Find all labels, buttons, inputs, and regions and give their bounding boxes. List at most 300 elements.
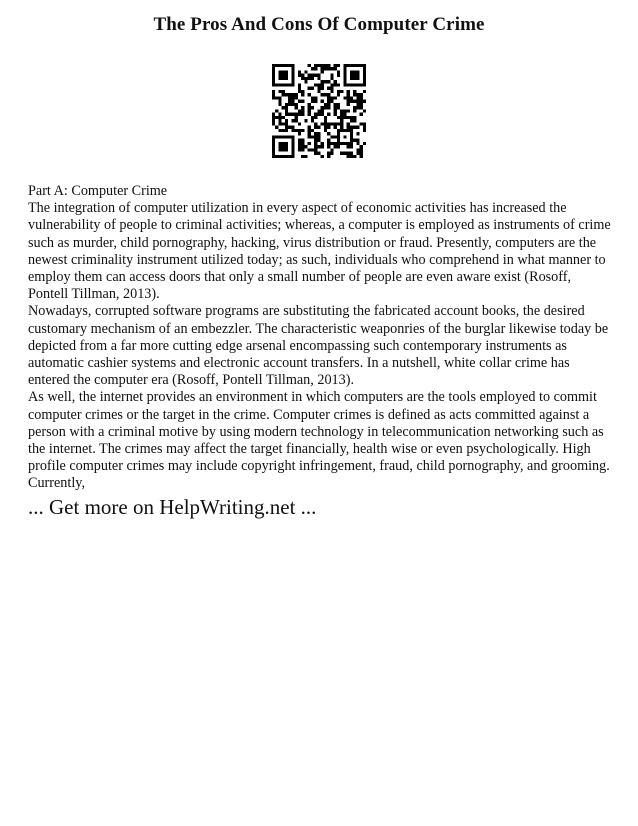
qr-module <box>327 145 330 148</box>
qr-module <box>288 103 291 106</box>
qr-module <box>350 145 353 148</box>
qr-module <box>314 145 317 148</box>
qr-module <box>363 122 366 125</box>
qr-module <box>288 93 291 96</box>
qr-module <box>327 93 330 96</box>
qr-module <box>282 93 285 96</box>
qr-module <box>363 126 366 129</box>
qr-module <box>275 116 278 119</box>
qr-module <box>278 116 281 119</box>
qr-module <box>360 64 363 67</box>
qr-module <box>282 135 285 138</box>
qr-module <box>314 83 317 86</box>
qr-module <box>298 109 301 112</box>
qr-module <box>272 113 275 116</box>
qr-module <box>353 116 356 119</box>
qr-module <box>317 132 320 135</box>
qr-module <box>311 135 314 138</box>
qr-module <box>285 83 288 86</box>
qr-module <box>356 93 359 96</box>
qr-module <box>311 129 314 132</box>
qr-module <box>340 116 343 119</box>
qr-module <box>311 74 314 77</box>
qr-module <box>327 67 330 70</box>
qr-module <box>278 90 281 93</box>
qr-module <box>324 67 327 70</box>
qr-module <box>334 67 337 70</box>
qr-module <box>301 74 304 77</box>
qr-module <box>343 129 346 132</box>
qr-module <box>350 129 353 132</box>
qr-module <box>321 67 324 70</box>
qr-module <box>356 100 359 103</box>
qr-module <box>304 77 307 80</box>
qr-module <box>350 126 353 129</box>
qr-module <box>353 83 356 86</box>
qr-module <box>321 83 324 86</box>
qr-module <box>301 77 304 80</box>
qr-module <box>324 129 327 132</box>
qr-module <box>272 152 275 155</box>
qr-module <box>350 135 353 138</box>
qr-module <box>282 129 285 132</box>
qr-module <box>340 122 343 125</box>
qr-module <box>285 64 288 67</box>
qr-module <box>291 77 294 80</box>
qr-module <box>278 145 281 148</box>
qr-module <box>288 100 291 103</box>
qr-module <box>343 67 346 70</box>
qr-module <box>337 93 340 96</box>
qr-module <box>314 142 317 145</box>
qr-module <box>356 77 359 80</box>
qr-module <box>330 74 333 77</box>
qr-module <box>301 100 304 103</box>
qr-module <box>314 122 317 125</box>
qr-module <box>272 148 275 151</box>
qr-module <box>324 126 327 129</box>
qr-module <box>272 142 275 145</box>
qr-module <box>343 135 346 138</box>
qr-module <box>330 87 333 90</box>
qr-module <box>272 67 275 70</box>
qr-module <box>278 103 281 106</box>
qr-module <box>327 139 330 142</box>
qr-module <box>347 145 350 148</box>
qr-module <box>285 119 288 122</box>
qr-module <box>356 126 359 129</box>
qr-module <box>301 106 304 109</box>
get-more-link[interactable]: ... Get more on HelpWriting.net ... <box>28 495 317 519</box>
qr-module <box>308 106 311 109</box>
qr-module <box>360 103 363 106</box>
qr-module <box>308 126 311 129</box>
qr-module <box>314 116 317 119</box>
qr-module <box>337 103 340 106</box>
qr-module <box>350 152 353 155</box>
qr-module <box>275 155 278 158</box>
qr-module <box>347 93 350 96</box>
qr-module <box>343 116 346 119</box>
qr-module <box>363 70 366 73</box>
qr-module <box>356 83 359 86</box>
qr-module <box>308 64 311 67</box>
qr-module <box>282 64 285 67</box>
qr-module <box>314 96 317 99</box>
qr-module <box>334 96 337 99</box>
qr-module <box>278 142 281 145</box>
qr-module <box>330 142 333 145</box>
qr-module <box>353 106 356 109</box>
qr-module <box>304 145 307 148</box>
qr-module <box>340 113 343 116</box>
qr-module <box>288 155 291 158</box>
qr-module <box>321 109 324 112</box>
qr-module <box>356 132 359 135</box>
qr-module <box>317 74 320 77</box>
qr-module <box>282 106 285 109</box>
qr-module <box>347 152 350 155</box>
qr-module <box>363 67 366 70</box>
qr-module <box>298 142 301 145</box>
qr-module <box>363 142 366 145</box>
qr-module <box>282 122 285 125</box>
qr-module <box>327 80 330 83</box>
qr-module <box>278 155 281 158</box>
qr-module <box>288 83 291 86</box>
qr-module <box>314 100 317 103</box>
qr-module <box>330 135 333 138</box>
qr-module <box>291 83 294 86</box>
qr-module <box>311 119 314 122</box>
qr-module <box>298 74 301 77</box>
qr-module <box>334 135 337 138</box>
qr-module <box>282 90 285 93</box>
qr-module <box>353 90 356 93</box>
qr-module <box>327 113 330 116</box>
qr-module <box>356 106 359 109</box>
qr-module <box>311 77 314 80</box>
qr-module <box>275 96 278 99</box>
qr-module <box>278 96 281 99</box>
qr-module <box>356 70 359 73</box>
qr-module <box>353 93 356 96</box>
qr-module <box>278 113 281 116</box>
qr-module <box>321 87 324 90</box>
qr-module <box>350 70 353 73</box>
qr-module <box>291 145 294 148</box>
qr-module <box>291 155 294 158</box>
qr-module <box>334 64 337 67</box>
qr-module <box>327 64 330 67</box>
qr-module <box>321 122 324 125</box>
qr-module <box>327 106 330 109</box>
qr-module <box>343 77 346 80</box>
qr-module <box>327 103 330 106</box>
qr-module <box>291 103 294 106</box>
qr-module <box>350 96 353 99</box>
qr-module <box>343 96 346 99</box>
qr-module <box>311 148 314 151</box>
qr-module <box>282 74 285 77</box>
qr-module <box>334 142 337 145</box>
qr-module <box>272 135 275 138</box>
qr-module <box>327 126 330 129</box>
qr-module <box>356 148 359 151</box>
qr-module <box>291 152 294 155</box>
qr-module <box>285 122 288 125</box>
qr-module <box>337 116 340 119</box>
qr-module <box>321 106 324 109</box>
qr-module <box>360 93 363 96</box>
qr-module <box>340 142 343 145</box>
qr-module <box>317 90 320 93</box>
qr-module <box>308 132 311 135</box>
qr-module <box>295 113 298 116</box>
qr-module <box>298 145 301 148</box>
qr-module <box>291 148 294 151</box>
qr-module <box>337 106 340 109</box>
qr-module <box>288 64 291 67</box>
qr-module <box>340 152 343 155</box>
qr-module <box>317 83 320 86</box>
qr-module <box>295 116 298 119</box>
qr-module <box>282 155 285 158</box>
qr-module <box>295 96 298 99</box>
qr-module <box>324 80 327 83</box>
qr-module <box>285 103 288 106</box>
qr-module <box>363 64 366 67</box>
qr-module <box>288 126 291 129</box>
qr-module <box>317 135 320 138</box>
qr-module <box>324 119 327 122</box>
qr-module <box>291 80 294 83</box>
qr-module <box>353 155 356 158</box>
qr-module <box>272 122 275 125</box>
qr-module <box>304 155 307 158</box>
qr-module <box>295 106 298 109</box>
qr-module <box>317 87 320 90</box>
qr-module <box>301 109 304 112</box>
qr-module <box>360 148 363 151</box>
qr-module <box>317 139 320 142</box>
qr-module <box>347 155 350 158</box>
qr-module <box>350 64 353 67</box>
qr-module <box>330 67 333 70</box>
qr-module <box>347 100 350 103</box>
qr-module <box>343 142 346 145</box>
qr-module <box>337 132 340 135</box>
qr-module <box>347 103 350 106</box>
qr-module <box>343 109 346 112</box>
qr-module <box>301 142 304 145</box>
qr-module <box>298 100 301 103</box>
qr-module <box>334 126 337 129</box>
qr-module <box>360 155 363 158</box>
qr-module <box>301 148 304 151</box>
qr-module <box>298 113 301 116</box>
qr-module <box>350 74 353 77</box>
qr-module <box>288 113 291 116</box>
qr-module <box>278 135 281 138</box>
qr-module <box>301 145 304 148</box>
qr-module <box>304 119 307 122</box>
qr-module <box>291 70 294 73</box>
qr-module <box>272 145 275 148</box>
qr-module <box>288 135 291 138</box>
qr-module <box>324 106 327 109</box>
qr-module <box>282 77 285 80</box>
qr-module <box>291 126 294 129</box>
qr-module <box>285 129 288 132</box>
qr-module <box>278 77 281 80</box>
qr-module <box>360 106 363 109</box>
qr-module <box>353 119 356 122</box>
qr-module <box>321 145 324 148</box>
qr-module <box>324 93 327 96</box>
qr-module <box>308 109 311 112</box>
qr-module <box>311 100 314 103</box>
qr-module <box>347 90 350 93</box>
qr-module <box>314 139 317 142</box>
qr-module <box>353 100 356 103</box>
qr-module <box>353 126 356 129</box>
qr-module <box>343 64 346 67</box>
qr-module <box>317 113 320 116</box>
qr-module <box>317 64 320 67</box>
qr-module <box>350 100 353 103</box>
qr-module <box>285 155 288 158</box>
qr-module <box>285 126 288 129</box>
qr-module <box>327 100 330 103</box>
qr-module <box>285 113 288 116</box>
qr-module <box>301 139 304 142</box>
qr-module <box>275 135 278 138</box>
qr-module <box>363 74 366 77</box>
qr-module <box>360 100 363 103</box>
qr-module <box>298 90 301 93</box>
qr-module <box>285 74 288 77</box>
qr-module <box>350 116 353 119</box>
qr-module <box>327 122 330 125</box>
qr-module <box>298 139 301 142</box>
qr-module <box>272 74 275 77</box>
qr-module <box>298 148 301 151</box>
qr-module <box>347 126 350 129</box>
qr-module <box>304 70 307 73</box>
qr-module <box>314 152 317 155</box>
qr-module <box>350 119 353 122</box>
section-heading: Part A: Computer Crime <box>28 183 168 199</box>
qr-module <box>337 64 340 67</box>
qr-module <box>272 155 275 158</box>
qr-module <box>311 106 314 109</box>
qr-module <box>337 74 340 77</box>
qr-module <box>363 80 366 83</box>
qr-module <box>301 155 304 158</box>
qr-module <box>314 132 317 135</box>
qr-module <box>343 113 346 116</box>
qr-module <box>356 139 359 142</box>
qr-module <box>334 145 337 148</box>
qr-module <box>298 83 301 86</box>
qr-module <box>324 103 327 106</box>
qr-module <box>356 96 359 99</box>
qr-module <box>282 142 285 145</box>
qr-module <box>317 126 320 129</box>
qr-module <box>360 145 363 148</box>
qr-module <box>272 139 275 142</box>
qr-module <box>353 139 356 142</box>
qr-module <box>334 113 337 116</box>
qr-module <box>347 129 350 132</box>
qr-module <box>301 90 304 93</box>
qr-module <box>311 116 314 119</box>
qr-module <box>288 96 291 99</box>
qr-module <box>308 135 311 138</box>
qr-module <box>285 142 288 145</box>
qr-code-graphic <box>272 64 366 158</box>
qr-module <box>308 129 311 132</box>
qr-module <box>343 74 346 77</box>
qr-module <box>350 83 353 86</box>
qr-module <box>282 70 285 73</box>
qr-module <box>314 113 317 116</box>
qr-module <box>272 96 275 99</box>
qr-module <box>314 148 317 151</box>
qr-module <box>340 129 343 132</box>
qr-module <box>347 122 350 125</box>
qr-module <box>295 129 298 132</box>
qr-module <box>347 116 350 119</box>
qr-module <box>330 122 333 125</box>
qr-module <box>347 109 350 112</box>
qr-module <box>282 83 285 86</box>
qr-module <box>350 132 353 135</box>
qr-module <box>334 83 337 86</box>
qr-module <box>327 96 330 99</box>
qr-module <box>363 90 366 93</box>
qr-module <box>314 67 317 70</box>
qr-module <box>347 142 350 145</box>
qr-module <box>324 116 327 119</box>
qr-module <box>353 64 356 67</box>
qr-module <box>278 119 281 122</box>
qr-module <box>334 103 337 106</box>
qr-module <box>340 90 343 93</box>
qr-module <box>291 93 294 96</box>
qr-module <box>353 70 356 73</box>
qr-module <box>350 155 353 158</box>
qr-module <box>360 152 363 155</box>
qr-module <box>327 132 330 135</box>
qr-module <box>272 64 275 67</box>
qr-module <box>363 77 366 80</box>
qr-module <box>285 93 288 96</box>
qr-module <box>356 64 359 67</box>
qr-module <box>291 142 294 145</box>
qr-module <box>272 80 275 83</box>
qr-module <box>278 122 281 125</box>
qr-module <box>337 142 340 145</box>
qr-module <box>330 90 333 93</box>
qr-module <box>291 100 294 103</box>
qr-module <box>363 83 366 86</box>
qr-module <box>321 80 324 83</box>
qr-module <box>295 103 298 106</box>
qr-module <box>308 142 311 145</box>
qr-module <box>272 119 275 122</box>
